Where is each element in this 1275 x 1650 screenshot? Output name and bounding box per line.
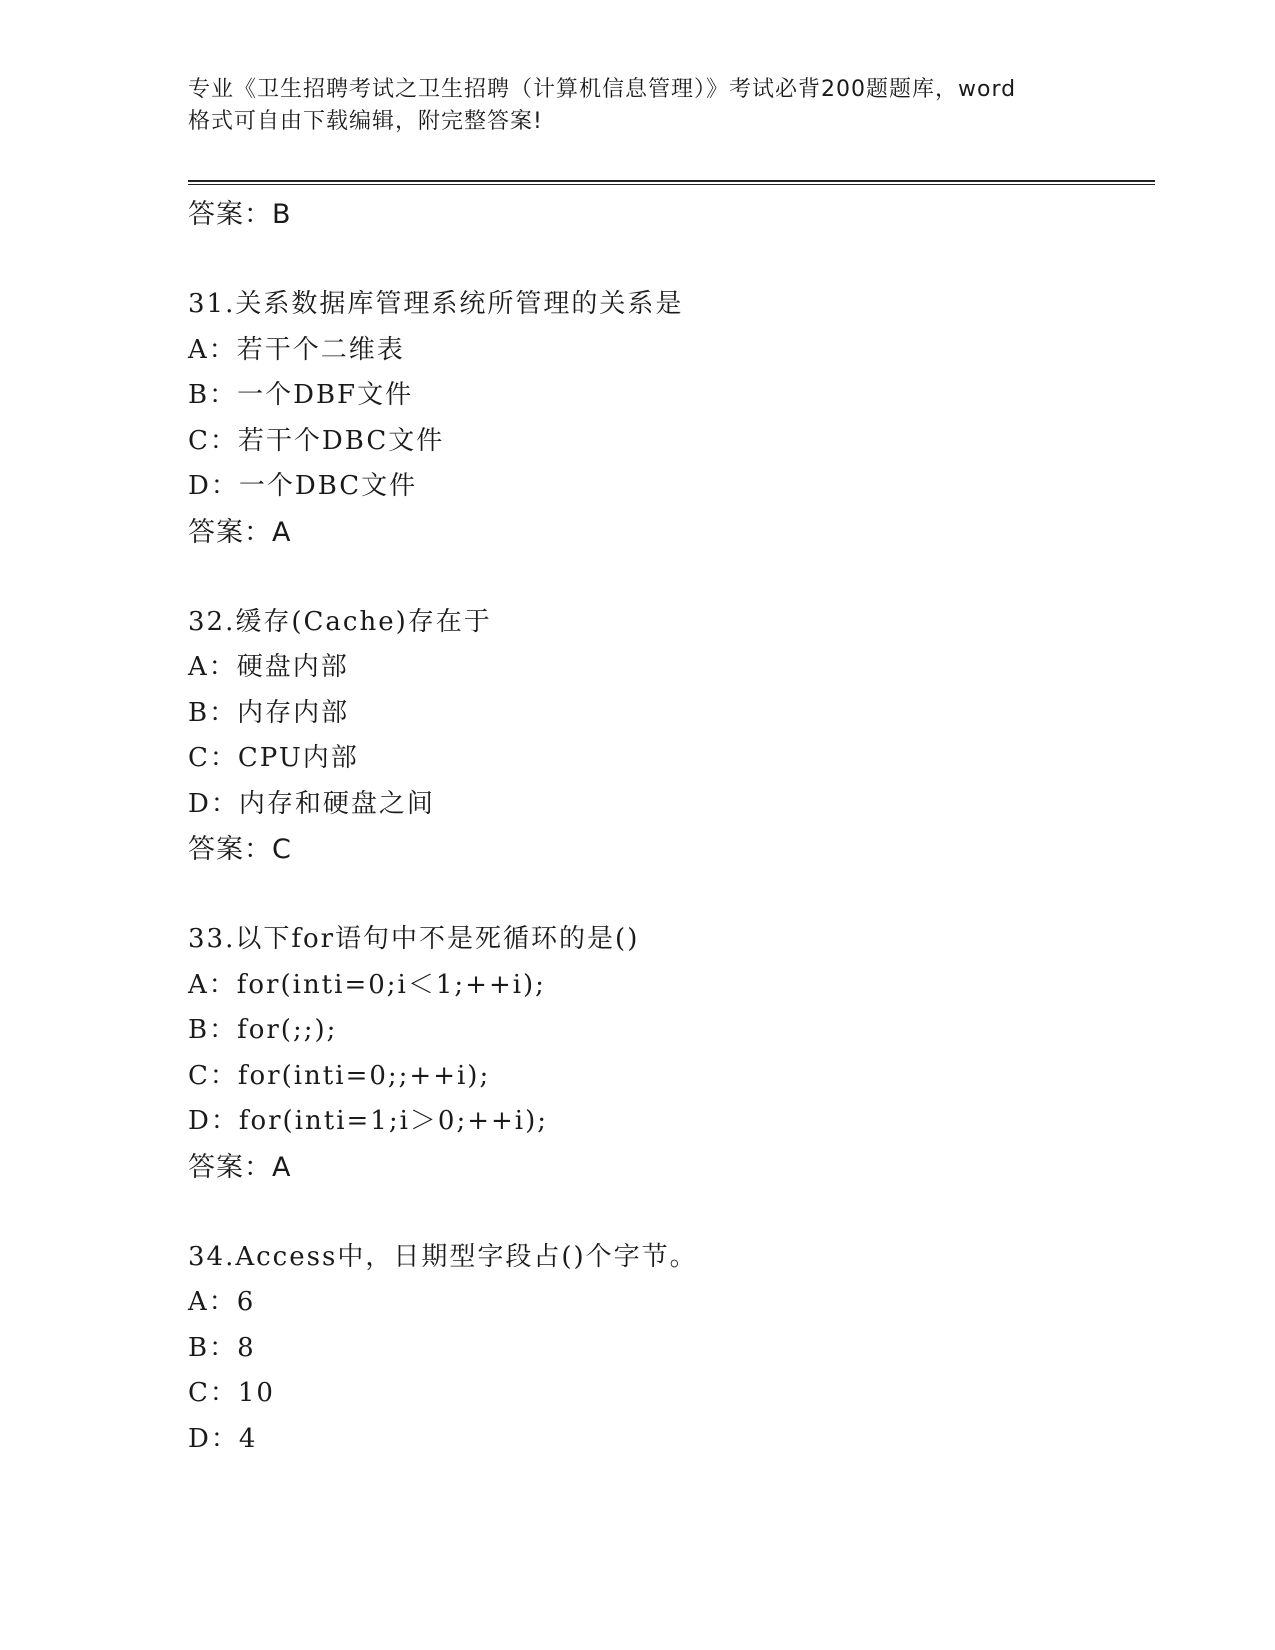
header-line-1: 专业《卫生招聘考试之卫生招聘（计算机信息管理）》考试必背200题题库，word <box>188 77 1017 102</box>
question-34 <box>188 1235 1148 1463</box>
option-b: B：for(;;); <box>188 1015 338 1045</box>
option-d: D：for(inti=1;i＞0;++i); <box>188 1106 549 1136</box>
option-d: D：内存和硬盘之间 <box>188 788 435 819</box>
option-c: C：10 <box>188 1378 275 1408</box>
option-a: A：硬盘内部 <box>188 652 349 682</box>
header-divider-thick <box>188 180 1155 182</box>
option-c: C：CPU内部 <box>188 743 359 773</box>
answer-line: 答案：C <box>188 834 292 865</box>
question-32 <box>188 600 1148 874</box>
question-31 <box>188 282 1148 556</box>
answer-line: 答案：B <box>188 199 292 230</box>
option-b: B：内存内部 <box>188 697 350 728</box>
answer-line: 答案：A <box>188 1151 292 1183</box>
option-a: A：for(inti=0;i＜1;++i); <box>188 969 546 1000</box>
option-c: C：for(inti=0;;++i); <box>188 1060 491 1091</box>
question-33 <box>188 917 1148 1191</box>
option-d: D：4 <box>188 1423 258 1454</box>
question-list <box>188 192 1148 1462</box>
question-stem: 31.关系数据库管理系统所管理的关系是 <box>188 289 684 319</box>
answer-line: 答案：A <box>188 516 292 548</box>
question-stem: 32.缓存(Cache)存在于 <box>188 606 492 637</box>
option-a: A：6 <box>188 1287 256 1317</box>
header-line-2: 格式可自由下载编辑，附完整答案! <box>188 109 543 134</box>
option-b: B：一个DBF文件 <box>188 380 414 410</box>
question-stem: 34.Access中，日期型字段占()个字节。 <box>188 1241 698 1272</box>
option-b: B：8 <box>188 1332 256 1363</box>
option-d: D：一个DBC文件 <box>188 471 418 501</box>
question-stem: 33.以下for语句中不是死循环的是() <box>188 924 640 954</box>
header-divider-thin <box>188 184 1155 185</box>
option-a: A：若干个二维表 <box>188 334 405 365</box>
document-header <box>188 74 1088 138</box>
option-c: C：若干个DBC文件 <box>188 425 445 456</box>
